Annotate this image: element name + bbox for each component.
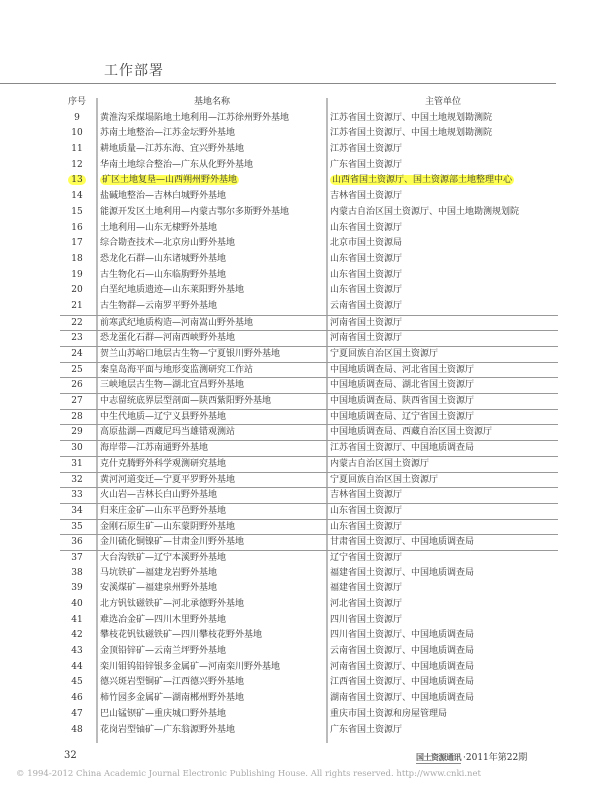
row-number: 41 xyxy=(71,614,83,625)
header-no: 序号 xyxy=(67,97,86,107)
row-number: 20 xyxy=(71,285,83,296)
row-number: 48 xyxy=(71,724,83,735)
base-name: 黄淮沟采煤塌陷地土地利用—江苏徐州野外基地 xyxy=(100,112,290,123)
managing-unit: 江苏省国土资源厅、中国土地规划勘测院 xyxy=(330,112,493,123)
base-name: 柿竹园多金属矿—湖南郴州野外基地 xyxy=(100,693,245,704)
base-name: 高原盐湖—西藏尼玛当雄错观测站 xyxy=(100,427,236,438)
table-row xyxy=(60,173,558,189)
managing-unit: 广东省国土资源厅 xyxy=(330,159,403,170)
table-row xyxy=(60,581,558,597)
table-row xyxy=(60,503,558,519)
base-name: 恐龙化石群—山东诸城野外基地 xyxy=(100,253,227,264)
table-header xyxy=(60,95,558,111)
managing-unit: 江苏省国土资源厅、中国地质调查局 xyxy=(330,443,475,454)
table-row xyxy=(60,142,558,158)
header-unit: 主管单位 xyxy=(424,97,461,107)
table-row xyxy=(60,628,558,644)
row-number: 9 xyxy=(74,112,80,123)
row-number: 29 xyxy=(71,427,83,438)
base-list-table xyxy=(60,95,558,738)
table-row xyxy=(60,346,558,362)
base-name: 黄河河道变迁—宁夏平罗野外基地 xyxy=(100,474,236,485)
base-name: 海岸带—江苏南通野外基地 xyxy=(100,443,209,454)
row-number: 44 xyxy=(71,661,83,672)
table-row xyxy=(60,236,558,252)
base-name: 恐龙蛋化石群—河南西峡野外基地 xyxy=(100,333,236,344)
managing-unit: 甘肃省国土资源厅、中国地质调查局 xyxy=(330,537,475,548)
table-row xyxy=(60,158,558,174)
journal-issue: ·2011年第22期 xyxy=(463,753,528,763)
row-number: 21 xyxy=(71,300,83,311)
base-name: 古生物群—云南罗平野外基地 xyxy=(100,300,218,311)
table-row xyxy=(60,472,558,488)
base-name: 金刚石原生矿—山东蒙阴野外基地 xyxy=(100,521,236,532)
managing-unit: 北京市国土资源局 xyxy=(330,238,403,249)
section-title: 工作部署 xyxy=(104,63,164,79)
table-row xyxy=(60,597,558,613)
row-number: 16 xyxy=(71,222,83,233)
row-number: 42 xyxy=(71,630,83,641)
managing-unit: 山东省国土资源厅 xyxy=(330,253,403,264)
table-row xyxy=(60,691,558,707)
table-row xyxy=(60,707,558,723)
base-name: 攀枝花钒钛磁铁矿—四川攀枝花野外基地 xyxy=(100,630,263,641)
row-number: 45 xyxy=(71,677,83,688)
base-name: 克什克腾野外科学观测研究基地 xyxy=(100,458,227,469)
managing-unit: 云南省国土资源厅、中国地质调查局 xyxy=(330,646,475,657)
table-row xyxy=(60,675,558,691)
managing-unit: 中国地质调查局、河北省国土资源厅 xyxy=(330,364,475,375)
base-name: 花岗岩型铀矿—广东翁源野外基地 xyxy=(100,724,236,735)
row-number: 38 xyxy=(71,567,83,578)
header-name: 基地名称 xyxy=(193,97,230,107)
row-number: 27 xyxy=(71,396,83,407)
base-name: 盐碱地整治—吉林白城野外基地 xyxy=(100,191,227,202)
managing-unit: 湖南省国土资源厅、中国地质调查局 xyxy=(330,693,475,704)
table-row xyxy=(60,409,558,425)
row-number: 47 xyxy=(71,708,83,719)
managing-unit: 山西省国土资源厅、国土资源部土地整理中心 xyxy=(332,175,513,186)
row-number: 18 xyxy=(71,253,83,264)
base-name: 苏南土地整治—江苏金坛野外基地 xyxy=(100,128,236,139)
base-name: 中志留统底界层型剖面—陕西紫阳野外基地 xyxy=(100,396,272,407)
managing-unit: 江苏省国土资源厅、中国土地规划勘测院 xyxy=(330,128,493,139)
base-name: 华南土地综合整治—广东从化野外基地 xyxy=(100,159,254,170)
row-number: 22 xyxy=(71,317,83,328)
table-row xyxy=(60,723,558,739)
base-name: 白垩纪地质遗迹—山东莱阳野外基地 xyxy=(100,285,245,296)
managing-unit: 中国地质调查局、湖北省国土资源厅 xyxy=(330,380,475,391)
row-number: 13 xyxy=(68,175,85,185)
managing-unit: 吉林省国土资源厅 xyxy=(330,191,403,202)
base-name: 巴山锰钡矿—重庆城口野外基地 xyxy=(100,708,227,719)
managing-unit: 吉林省国土资源厅 xyxy=(330,490,403,501)
row-number: 37 xyxy=(71,552,83,563)
managing-unit: 四川省国土资源厅 xyxy=(330,614,403,625)
managing-unit: 重庆市国土资源和房屋管理局 xyxy=(330,708,448,719)
managing-unit: 中国地质调查局、西藏自治区国土资源厅 xyxy=(330,427,493,438)
row-number: 30 xyxy=(71,443,83,454)
table-row xyxy=(60,377,558,393)
row-number: 43 xyxy=(71,646,83,657)
table-row xyxy=(60,660,558,676)
base-name: 归来庄金矿—山东平邑野外基地 xyxy=(100,505,227,516)
copyright-notice: © 1994-2012 China Academic Journal Electronic Publishing House. All rights reserved. http://www.cnki.net xyxy=(16,769,481,779)
row-number: 15 xyxy=(71,206,83,217)
managing-unit: 河南省国土资源厅、中国地质调查局 xyxy=(330,661,475,672)
row-number: 11 xyxy=(71,144,83,155)
table-row xyxy=(60,299,558,315)
managing-unit: 中国地质调查局、陕西省国土资源厅 xyxy=(330,396,475,407)
table-row xyxy=(60,487,558,503)
managing-unit: 广东省国土资源厅 xyxy=(330,724,403,735)
row-number: 46 xyxy=(71,693,83,704)
base-name: 中生代地质—辽宁义县野外基地 xyxy=(100,411,227,422)
managing-unit: 四川省国土资源厅、中国地质调查局 xyxy=(330,630,475,641)
managing-unit: 宁夏回族自治区国土资源厅 xyxy=(330,349,439,359)
row-number: 32 xyxy=(71,474,83,485)
managing-unit: 山东省国土资源厅 xyxy=(330,521,403,532)
base-name: 栾川钼钨铅锌银多金属矿—河南栾川野外基地 xyxy=(100,661,281,672)
table-row xyxy=(60,205,558,221)
table-row xyxy=(60,440,558,456)
base-name: 能源开发区土地利用—内蒙古鄂尔多斯野外基地 xyxy=(100,206,290,217)
table-row xyxy=(60,393,558,409)
row-number: 25 xyxy=(71,364,83,375)
managing-unit: 河南省国土资源厅 xyxy=(330,333,403,344)
row-number: 39 xyxy=(71,583,83,594)
table-row xyxy=(60,189,558,205)
base-name: 贺兰山苏峪口地层古生物—宁夏银川野外基地 xyxy=(100,349,281,359)
row-number: 17 xyxy=(71,238,83,249)
managing-unit: 福建省国土资源厅、中国地质调查局 xyxy=(330,567,475,578)
managing-unit: 山东省国土资源厅 xyxy=(330,222,403,233)
row-number: 12 xyxy=(71,159,83,170)
row-number: 33 xyxy=(71,490,83,501)
base-name: 三峡地层古生物—湖北宜昌野外基地 xyxy=(100,380,245,391)
row-number: 31 xyxy=(71,458,83,469)
managing-unit: 福建省国土资源厅 xyxy=(330,583,403,594)
base-name: 综合勘查技术—北京房山野外基地 xyxy=(100,238,236,249)
table-row xyxy=(60,221,558,237)
managing-unit: 山东省国土资源厅 xyxy=(330,505,403,516)
header-rule xyxy=(0,83,556,84)
row-number: 26 xyxy=(71,380,83,391)
managing-unit: 山东省国土资源厅 xyxy=(330,285,403,296)
table-row xyxy=(60,550,558,566)
row-number: 23 xyxy=(71,333,83,344)
base-name: 大台沟铁矿—辽宁本溪野外基地 xyxy=(100,552,227,563)
managing-unit: 内蒙古自治区国土资源厅 xyxy=(330,458,430,469)
managing-unit: 江苏省国土资源厅 xyxy=(330,144,403,155)
base-name: 德兴斑岩型铜矿—江西德兴野外基地 xyxy=(100,677,245,688)
base-name: 难选冶金矿—四川木里野外基地 xyxy=(100,614,227,625)
table-row xyxy=(60,644,558,660)
base-name: 安溪煤矿—福建泉州野外基地 xyxy=(100,583,218,594)
journal-logo: 国土资源通讯 xyxy=(416,752,461,762)
table-row xyxy=(60,456,558,472)
table-row xyxy=(60,111,558,127)
journal-info xyxy=(416,750,527,764)
managing-unit: 云南省国土资源厅 xyxy=(330,300,403,311)
base-name: 马坑铁矿—福建龙岩野外基地 xyxy=(100,567,218,578)
base-name: 矿区土地复垦—山西朔州野外基地 xyxy=(102,175,238,186)
page-number: 32 xyxy=(64,750,77,761)
managing-unit: 江西省国土资源厅、中国地质调查局 xyxy=(330,677,475,688)
row-number: 14 xyxy=(71,191,83,202)
managing-unit: 河南省国土资源厅 xyxy=(330,317,403,328)
base-name: 北方钒钛磁铁矿—河北承德野外基地 xyxy=(100,599,245,609)
base-name: 耕地质量—江苏东海、宜兴野外基地 xyxy=(100,144,245,155)
table-row xyxy=(60,424,558,440)
row-number: 35 xyxy=(71,521,83,532)
row-number: 40 xyxy=(71,599,83,609)
managing-unit: 辽宁省国土资源厅 xyxy=(330,552,403,563)
table-row xyxy=(60,126,558,142)
table-body xyxy=(60,111,558,739)
managing-unit: 山东省国土资源厅 xyxy=(330,269,403,280)
row-number: 34 xyxy=(71,505,83,516)
table-row xyxy=(60,315,558,331)
table-row xyxy=(60,519,558,535)
row-number: 10 xyxy=(71,128,83,139)
table-row xyxy=(60,252,558,268)
table-row xyxy=(60,534,558,550)
row-number: 24 xyxy=(71,349,83,359)
base-name: 古生物化石—山东临朐野外基地 xyxy=(100,269,227,280)
base-name: 秦皇岛海平面与地形变监测研究工作站 xyxy=(100,364,254,375)
table-row xyxy=(60,613,558,629)
row-number: 19 xyxy=(71,269,83,280)
row-number: 36 xyxy=(71,537,83,548)
row-number: 28 xyxy=(71,411,83,422)
base-name: 金川硫化铜镍矿—甘肃金川野外基地 xyxy=(100,537,245,548)
base-name: 火山岩—吉林长白山野外基地 xyxy=(100,490,218,501)
table-row xyxy=(60,330,558,346)
table-row xyxy=(60,268,558,284)
base-name: 前寒武纪地质构造—河南嵩山野外基地 xyxy=(100,317,254,328)
managing-unit: 河北省国土资源厅 xyxy=(330,599,403,609)
base-name: 金顶铅锌矿—云南兰坪野外基地 xyxy=(100,646,227,657)
table-row xyxy=(60,283,558,299)
base-name: 土地利用—山东无棣野外基地 xyxy=(100,222,218,233)
managing-unit: 宁夏回族自治区国土资源厅 xyxy=(330,474,439,485)
managing-unit: 内蒙古自治区国土资源厅、中国土地勘测规划院 xyxy=(330,206,520,217)
managing-unit: 中国地质调查局、辽宁省国土资源厅 xyxy=(330,411,475,422)
table-row xyxy=(60,362,558,378)
table-row xyxy=(60,566,558,582)
